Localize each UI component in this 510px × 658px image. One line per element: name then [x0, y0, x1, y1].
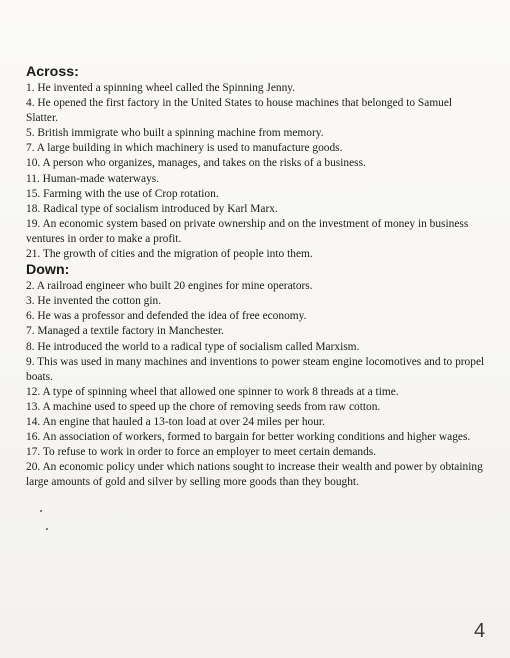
across-clue: 4. He opened the first factory in the United States to house machines that belonged to Samuel Slatter.	[26, 97, 453, 125]
down-clue: 20. An economic policy under which nations sought to increase their wealth and power by obtaining large amounts of gold and silver by selling more goods than they bought.	[26, 461, 483, 489]
across-clue: 11. Human-made waterways.	[26, 172, 160, 185]
scan-speck	[40, 510, 42, 512]
down-clue: 16. An association of workers, formed to bargain for better working conditions and higher wages.	[26, 431, 471, 444]
down-clue: 2. A railroad engineer who built 20 engines for mine operators.	[26, 280, 313, 293]
down-clue: 3. He invented the cotton gin.	[26, 295, 162, 308]
page-number: 4	[474, 620, 486, 642]
down-heading: Down:	[26, 262, 70, 279]
down-clue: 17. To refuse to work in order to force an employer to meet certain demands.	[26, 446, 377, 459]
across-clue: 7. A large building in which machinery is used to manufacture goods.	[26, 142, 343, 155]
across-clue: 21. The growth of cities and the migration of people into them.	[26, 248, 313, 261]
across-clue: 18. Radical type of socialism introduced by Karl Marx.	[26, 202, 278, 215]
scan-speck	[46, 528, 48, 530]
across-clue-list	[26, 81, 486, 262]
across-clue: 10. A person who organizes, manages, and takes on the risks of a business.	[26, 157, 366, 170]
down-clue: 9. This was used in many machines and inventions to power steam engine locomotives and to propel boats.	[26, 355, 485, 383]
down-clue: 7. Managed a textile factory in Manchester.	[26, 325, 224, 338]
down-clue: 8. He introduced the world to a radical type of socialism called Marxism.	[26, 340, 360, 353]
down-clue: 6. He was a professor and defended the idea of free economy.	[26, 310, 307, 323]
down-clue-list	[26, 279, 486, 490]
down-clue: 14. An engine that hauled a 13-ton load at over 24 miles per hour.	[26, 415, 325, 428]
across-clue: 15. Farming with the use of Crop rotation.	[26, 187, 219, 200]
across-clue: 1. He invented a spinning wheel called the Spinning Jenny.	[26, 82, 296, 94]
across-clue: 19. An economic system based on private ownership and on the investment of money in business ventures in order to make a profit.	[26, 217, 469, 245]
down-clue: 13. A machine used to speed up the chore of removing seeds from raw cotton.	[26, 400, 381, 413]
across-clue: 5. British immigrate who built a spinning machine from memory.	[26, 127, 324, 140]
down-clue: 12. A type of spinning wheel that allowed one spinner to work 8 threads at a time.	[26, 385, 399, 398]
crossword-clues	[26, 64, 486, 490]
across-heading: Across:	[26, 64, 79, 80]
